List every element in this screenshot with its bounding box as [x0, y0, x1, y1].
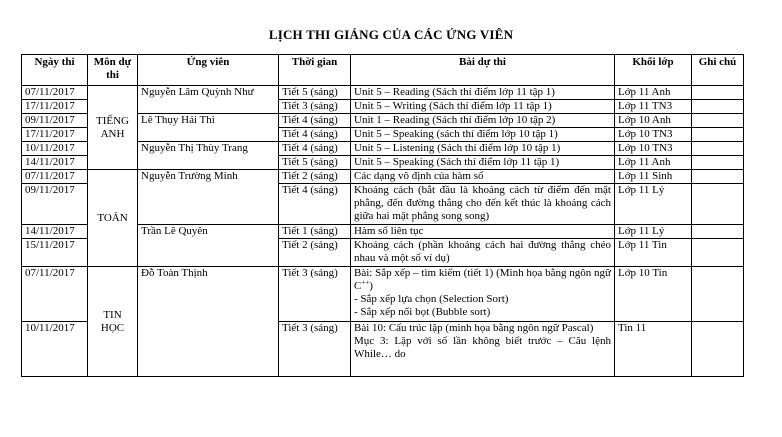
- note-cell: [692, 114, 744, 128]
- grade-cell: Lớp 11 TN3: [615, 100, 692, 114]
- lesson-line: Bài 10: Cấu trúc lặp (minh họa bằng ngôn ngữ Pascal): [354, 322, 594, 334]
- header-subject: Môn dự thi: [88, 55, 138, 86]
- candidate-cell: Nguyễn Thị Thùy Trang: [138, 142, 279, 170]
- time-cell: Tiết 4 (sáng): [279, 114, 351, 128]
- date-cell: 14/11/2017: [22, 225, 88, 239]
- header-candidate: Ứng viên: [138, 55, 279, 86]
- date-cell: 09/11/2017: [22, 184, 88, 225]
- grade-cell: Lớp 11 Lý: [615, 184, 692, 225]
- subject-cell: TIẾNG ANH: [88, 86, 138, 170]
- lesson-cell: [351, 267, 615, 322]
- lesson-cell: Unit 5 – Speaking (sách thí điểm lớp 10 tập 1): [351, 128, 615, 142]
- note-cell: [692, 142, 744, 156]
- candidate-cell: Nguyễn Lâm Quỳnh Như: [138, 86, 279, 114]
- time-cell: Tiết 5 (sáng): [279, 86, 351, 100]
- grade-cell: Lớp 10 TN3: [615, 128, 692, 142]
- schedule-table: [21, 54, 744, 377]
- date-cell: 17/11/2017: [22, 128, 88, 142]
- time-cell: Tiết 4 (sáng): [279, 184, 351, 225]
- date-cell: 07/11/2017: [22, 86, 88, 100]
- lesson-line: Bài: Sắp xếp – tìm kiếm (tiết 1) (Minh họa bằng ngôn ngữ C++): [354, 267, 611, 292]
- subject-cell: TOÁN: [88, 170, 138, 267]
- lesson-cell: Các dạng vô định của hàm số: [351, 170, 615, 184]
- grade-cell: Lớp 10 Anh: [615, 114, 692, 128]
- lesson-cell: Unit 5 – Speaking (Sách thí điểm lớp 11 tập 1): [351, 156, 615, 170]
- date-cell: 09/11/2017: [22, 114, 88, 128]
- time-cell: Tiết 4 (sáng): [279, 128, 351, 142]
- note-cell: [692, 86, 744, 100]
- time-cell: Tiết 4 (sáng): [279, 142, 351, 156]
- note-cell: [692, 128, 744, 142]
- lesson-cell: Unit 5 – Reading (Sách thí điểm lớp 11 tập 1): [351, 86, 615, 100]
- note-cell: [692, 184, 744, 225]
- grade-cell: Lớp 11 Lý: [615, 225, 692, 239]
- date-cell: 15/11/2017: [22, 239, 88, 267]
- header-note: Ghi chú: [692, 55, 744, 86]
- subject-cell: TIN HỌC: [88, 267, 138, 377]
- lesson-cell: Khoảng cách (phần khoảng cách hai đường thẳng chéo nhau và một số ví dụ): [351, 239, 615, 267]
- table-row: [22, 267, 744, 322]
- grade-cell: Lớp 10 Tin: [615, 267, 692, 322]
- date-cell: 07/11/2017: [22, 267, 88, 322]
- note-cell: [692, 156, 744, 170]
- header-date: Ngày thi: [22, 55, 88, 86]
- date-cell: 07/11/2017: [22, 170, 88, 184]
- table-row: [22, 86, 744, 100]
- time-cell: Tiết 1 (sáng): [279, 225, 351, 239]
- candidate-cell: Đỗ Toàn Thịnh: [138, 267, 279, 377]
- lesson-cell: Unit 5 – Listening (Sách thí điểm lớp 10 tập 1): [351, 142, 615, 156]
- lesson-cell: Unit 5 – Writing (Sách thí điểm lớp 11 tập 1): [351, 100, 615, 114]
- table-header-row: [22, 55, 744, 86]
- page-title: LỊCH THI GIẢNG CỦA CÁC ỨNG VIÊN: [268, 27, 514, 42]
- note-cell: [692, 267, 744, 322]
- date-cell: 17/11/2017: [22, 100, 88, 114]
- time-cell: Tiết 3 (sáng): [279, 267, 351, 322]
- header-time: Thời gian: [279, 55, 351, 86]
- lesson-line: Mục 3: Lặp với số lần không biết trước – Câu lệnh While… do: [354, 335, 611, 360]
- lesson-cell: [351, 322, 615, 377]
- grade-cell: Lớp 11 Sinh: [615, 170, 692, 184]
- grade-cell: Lớp 11 Tin: [615, 239, 692, 267]
- lesson-line: - Sắp xếp lựa chọn (Selection Sort): [354, 293, 509, 305]
- header-grade: Khối lớp: [615, 55, 692, 86]
- lesson-cell: Khoảng cách (bắt đầu là khoảng cách từ điểm đến mặt phẳng, đến đường thẳng cho đến kết thúc là khoảng cách giữa hai mặt phẳng song song): [351, 184, 615, 225]
- grade-cell: Tin 11: [615, 322, 692, 377]
- header-lesson: Bài dự thi: [351, 55, 615, 86]
- lesson-cell: Unit 1 – Reading (Sách thí điểm lớp 10 tập 2): [351, 114, 615, 128]
- date-cell: 14/11/2017: [22, 156, 88, 170]
- note-cell: [692, 100, 744, 114]
- note-cell: [692, 239, 744, 267]
- candidate-cell: Lê Thụy Hải Thi: [138, 114, 279, 142]
- time-cell: Tiết 3 (sáng): [279, 322, 351, 377]
- lesson-line: - Sắp xếp nổi bọt (Bubble sort): [354, 306, 491, 318]
- time-cell: Tiết 2 (sáng): [279, 170, 351, 184]
- candidate-cell: Nguyễn Trường Minh: [138, 170, 279, 225]
- note-cell: [692, 170, 744, 184]
- grade-cell: Lớp 11 Anh: [615, 86, 692, 100]
- time-cell: Tiết 5 (sáng): [279, 156, 351, 170]
- candidate-cell: Trần Lê Quyên: [138, 225, 279, 267]
- time-cell: Tiết 2 (sáng): [279, 239, 351, 267]
- grade-cell: Lớp 10 TN3: [615, 142, 692, 156]
- date-cell: 10/11/2017: [22, 322, 88, 377]
- grade-cell: Lớp 11 Anh: [615, 156, 692, 170]
- table-row: [22, 170, 744, 184]
- time-cell: Tiết 3 (sáng): [279, 100, 351, 114]
- note-cell: [692, 322, 744, 377]
- note-cell: [692, 225, 744, 239]
- date-cell: 10/11/2017: [22, 142, 88, 156]
- lesson-cell: Hàm số liên tục: [351, 225, 615, 239]
